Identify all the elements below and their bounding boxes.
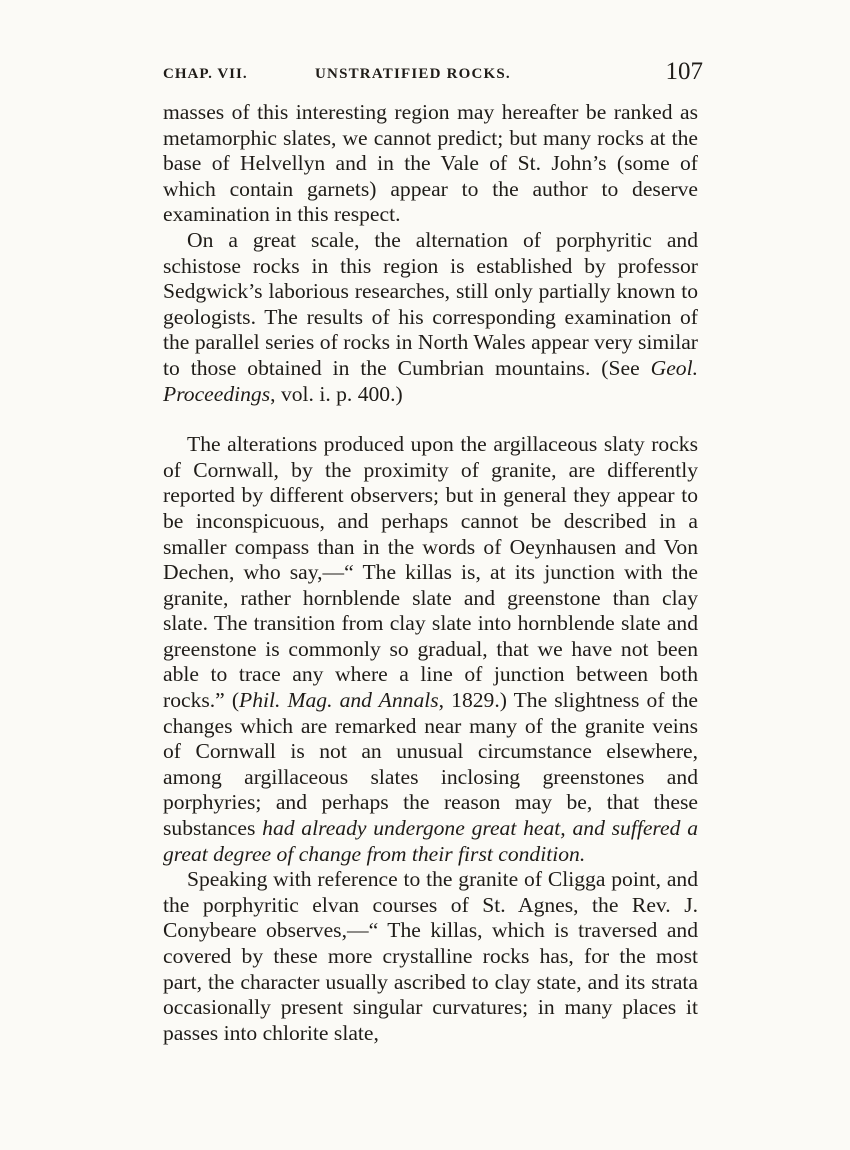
text-segment: On a great scale, the alternation of porphyritic and schistose rocks in this region is established by professor Sedgwick’s laborious researches, still only partially known to geologists. The results of his corresponding examination of the parallel series of rocks in North Wales appear very similar to those obtained in the Cumbrian mountains. (See <box>163 227 698 380</box>
paragraph-continuation <box>163 100 698 228</box>
emphasis-italic: had already undergone great heat, and suffered a great degree of change from their first condition. <box>163 816 698 866</box>
citation-italic: Geol. Proceedings <box>163 355 698 406</box>
running-header <box>163 58 703 92</box>
page-number: 107 <box>665 58 703 85</box>
paragraph-conybeare <box>163 867 698 1046</box>
citation-italic: Phil. Mag. and Annals <box>239 688 439 713</box>
chapter-label: CHAP. VII. <box>163 66 248 82</box>
text-segment: , 1829.) The slightness of the changes which are remarked near many of the granite veins of Cornwall is not an unusual circumstance elsewhere, among argillaceous slates inclosing greenstones and porphyries; and perhaps the reason may be, that these substances <box>163 688 698 841</box>
text-segment: , vol. i. p. 400.) <box>270 381 403 406</box>
running-title: UNSTRATIFIED ROCKS. <box>315 66 511 82</box>
text-segment: Speaking with reference to the granite of Cligga point, and the porphyritic elvan courses of St. Agnes, the Rev. J. Conybeare observes,—“ The killas, which is traversed and covered by these more crystalline rocks has, for the most part, the character usually ascribed to clay state, and its strata occasionally present singular curvatures; in many places it passes into chlorite slate, <box>163 867 698 1045</box>
paragraph-alternation <box>163 228 698 407</box>
body-text <box>163 100 698 1046</box>
paragraph-cornwall <box>163 432 698 867</box>
text-segment: masses of this interesting region may hereafter be ranked as metamorphic slates, we cannot predict; but many rocks at the base of Helvellyn and in the Vale of St. John’s (some of which contain garnets) appear to the author to deserve examination in this respect. <box>163 100 698 227</box>
text-segment: The alterations produced upon the argillaceous slaty rocks of Cornwall, by the proximity of granite, are differently reported by different observers; but in general they appear to be inconspicuous, and perhaps cannot be described in a smaller compass than in the words of Oeynhausen and Von Dechen, who say,—“ The killas is, at its junction with the granite, rather hornblende slate and greenstone than clay slate. The transition from clay slate into hornblende slate and greenstone is commonly so gradual, that we have not been able to trace any where a line of junction between both rocks.” ( <box>163 432 698 713</box>
